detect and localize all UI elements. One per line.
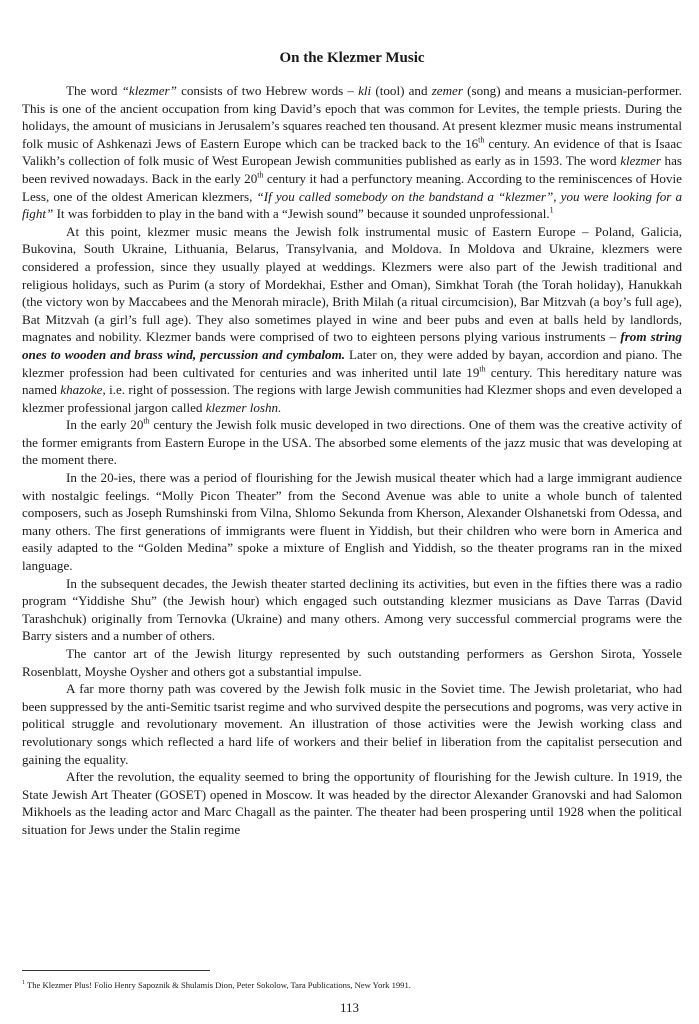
paragraph (22, 223, 682, 417)
text-run: The cantor art of the Jewish liturgy represented by such outstanding performers as Gershon Sirota, Yossele Rosenblatt, Moyshe Oysher and others got a substantial impulse. (22, 646, 682, 679)
paragraph (22, 575, 682, 645)
paragraph (22, 82, 682, 223)
paragraph (22, 645, 682, 680)
bold-italic-text: from string ones to wooden and brass wind, percussion and cymbalom. (22, 329, 682, 362)
text-run: Later on, they were added by bayan, accordion and piano. The klezmer profession had been cultivated for centuries and was inherited until late 19 (22, 346, 682, 380)
document-page (22, 48, 682, 839)
italic-text: klezmer loshn. (205, 399, 282, 415)
superscript: th (479, 364, 486, 374)
italic-text: “klezmer” (121, 83, 177, 98)
italic-text: klezmer (620, 153, 661, 169)
text-run: , i.e. right of possession. The regions with large Jewish communities had Klezmer shops and even developed a klezmer professional jargon called (22, 382, 682, 415)
superscript: th (257, 170, 264, 180)
text-run: (song) and means a musician-performer. This is one of the ancient occupation from king David’s epoch that was common for Levites, the temple priests. During the holidays, the amount of musicians in Jerusalem’s squares reached ten thousand. At present klezmer music means instrumental folk music of Ashkenazi Jews of Eastern Europe which can be tracked back to the 16 (22, 83, 682, 151)
text-run: In the 20-ies, there was a period of flourishing for the Jewish musical theater which had a large immigrant audience with nostalgic feelings. “Molly Picon Theater” from the Second Avenue was able to unite a whole bunch of talented composers, such as Joseph Rumshinski from Vilna, Shlomo Sekunda from Kherson, Alexander Olshanetski from Odessa, and many others. The first generations of immigrants were fluent in Yiddish, but their children who were born in America and easily adapted to the “Golden Medina” spoke a mixture of English and Yiddish, so the theater programs ran in the mixed language. (22, 470, 682, 574)
text-run: The word (66, 83, 122, 98)
footnote-text: The Klezmer Plus! Folio Henry Sapoznik & Shulamis Dion, Peter Sokolow, Tara Publications, New York 1991. (25, 980, 411, 990)
text-run: century the Jewish folk music developed in two directions. One of them was the creative activity of the former emigrants from Eastern Europe in the USA. The absorbed some elements of the jazz music that was developing at the moment there. (22, 417, 682, 468)
page-title: On the Klezmer Music (279, 50, 425, 66)
italic-text: kli (358, 83, 372, 98)
superscript: 1 (549, 205, 554, 215)
text-run: has been revived nowadays. Back in the early 20 (22, 153, 682, 186)
text-run: In the early 20 (66, 417, 144, 433)
paragraph (22, 680, 682, 768)
text-run: century. This hereditary nature was named (22, 364, 682, 398)
text-run: In the subsequent decades, the Jewish theater started declining its activities, but even in the fifties there was a radio program “Yiddishe Shu” (the Jewish hour) which engaged such outstanding klezmer musicians as Dave Tarras (David Tarashchuk) originally from Ternovka (Ukraine) and many others. Among very successful commercial programs were the Barry sisters and a number of others. (22, 575, 682, 644)
body-text (22, 82, 682, 839)
italic-text: “If you called somebody on the bandstand a “klezmer”, you were looking for a fight” (22, 188, 682, 222)
italic-text: zemer (431, 83, 463, 98)
text-run: (tool) and (371, 83, 432, 98)
text-run: century. An evidence of that is Isaac Valikh’s collection of folk music of West European Jewish communities published as early as in 1593. The word (22, 135, 682, 169)
italic-text: khazoke (60, 382, 103, 398)
paragraph (22, 416, 682, 469)
paragraph (22, 469, 682, 575)
text-run: After the revolution, the equality seemed to bring the opportunity of flourishing for the Jewish culture. In 1919, the State Jewish Art Theater (GOSET) opened in Moscow. It was headed by the director Alexander Granovski and had Salomon Mikhoels as the leading actor and Marc Chagall as the painter. The theater had been prospering until 1928 when the political situation for Jews under the Stalin regime (22, 769, 682, 837)
footnote-divider (22, 970, 210, 971)
footnote-marker: 1 (22, 980, 25, 987)
paragraph (22, 768, 682, 838)
text-run: consists of two Hebrew words – (176, 83, 359, 98)
superscript: th (478, 135, 485, 145)
text-run: A far more thorny path was covered by the Jewish folk music in the Soviet time. The Jewish proletariat, who had been suppressed by the anti-Semitic tsarist regime and who survived despite the persecutions and pogroms, was very active in political struggle and revolutionary movement. An illustration of those activities were the Jewish working class and revolutionary songs which reflected a hard life of workers and their belief in liberation from the capitalist persecution and gaining the equality. (22, 681, 682, 767)
superscript: th (143, 416, 150, 426)
text-run: It was forbidden to play in the band with a “Jewish sound” because it sounded unprofessional. (53, 206, 550, 222)
text-run: At this point, klezmer music means the Jewish folk instrumental music of Eastern Europe – Poland, Galicia, Bukovina, South Ukraine, Lithuania, Belarus, Transylvania, and Moldova. In Moldova and Ukraine, klezmers were considered a profession, since they usually played at weddings. Klezmers were also part of the Jewish traditional and religious holidays, such as Purim (a story of Mordekhai, Esther and Oman), Simkhat Torah (the Torah holiday), Hanukkah (the victory won by Maccabees and the Menorah miracle), Brith Milah (a ritual circumcision), Bar Mitzvah (a boy’s full age), Bat Mitzvah (a girl’s full age). They also sometimes played in wine and beer pubs and even at balls held by landlords, magnates and nobility. Klezmer bands were comprised of two to eighteen persons plying various instruments – (22, 223, 682, 345)
footnote (22, 980, 682, 991)
text-run: century it had a perfunctory meaning. According to the reminiscences of Hovie Less, one of the oldest American klezmers, (22, 170, 682, 204)
page-number: 113 (339, 1000, 360, 1015)
